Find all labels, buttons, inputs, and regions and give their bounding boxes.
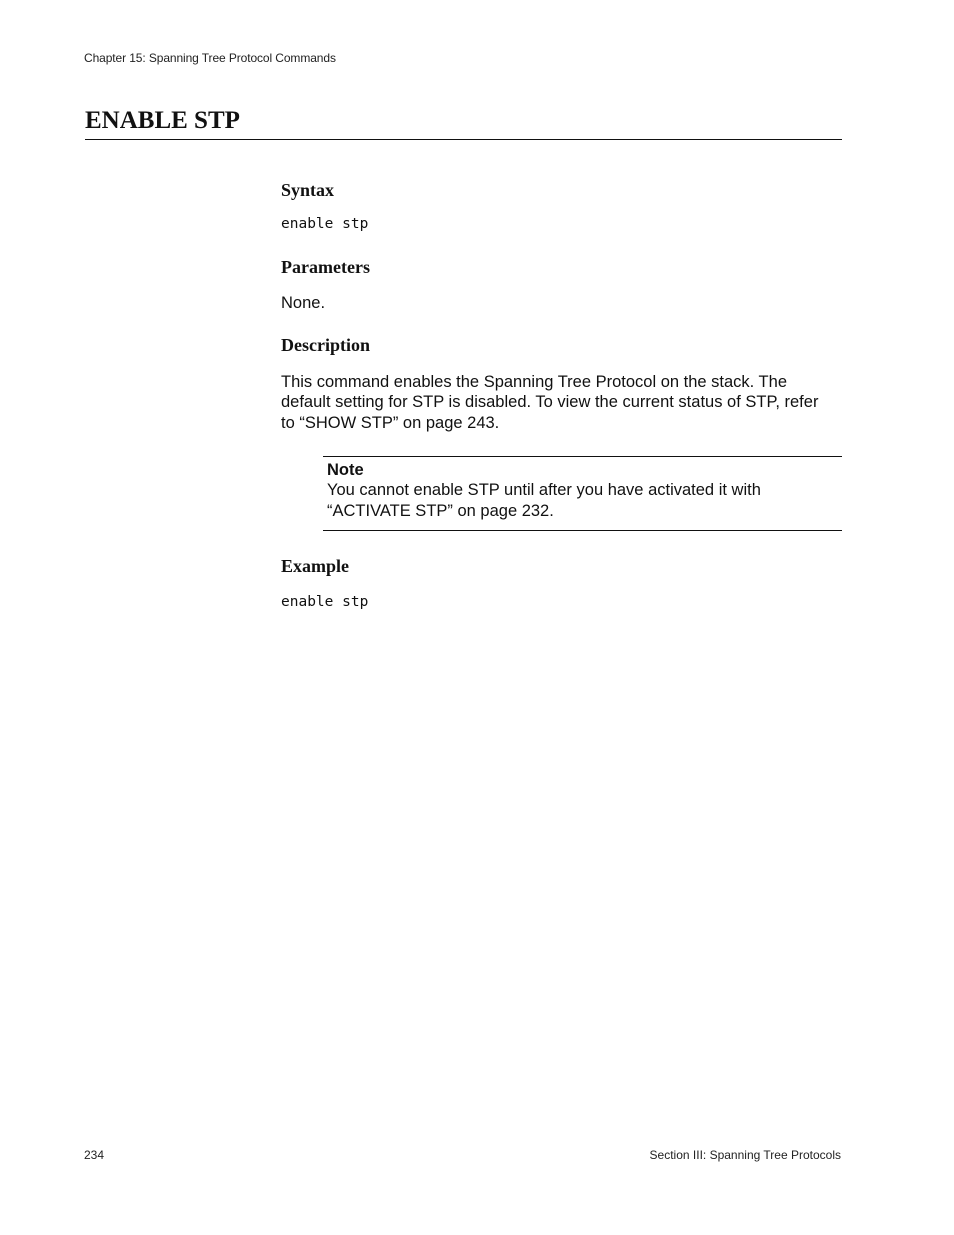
example-heading: Example (281, 556, 350, 576)
command-content (281, 179, 842, 611)
example-code: enable stp (281, 594, 369, 610)
page-number: 234 (84, 1148, 105, 1162)
footer-section-title: Section III: Spanning Tree Protocols (649, 1148, 841, 1162)
note-line: You cannot enable STP until after you have activated it with (327, 481, 761, 499)
parameters-heading: Parameters (281, 257, 370, 277)
note-label: Note (327, 461, 364, 479)
syntax-heading: Syntax (281, 180, 335, 200)
parameters-text: None. (281, 294, 326, 312)
description-text (281, 372, 842, 434)
page-title: ENABLE STP (85, 106, 842, 140)
description-heading: Description (281, 334, 370, 355)
note-box (323, 456, 842, 531)
running-header: Chapter 15: Spanning Tree Protocol Commands (84, 51, 336, 65)
description-line: to “SHOW STP” on page 243. (281, 413, 500, 432)
syntax-code: enable stp (281, 216, 369, 232)
description-line: default setting for STP is disabled. To view the current status of STP, refer (281, 393, 819, 411)
note-line: “ACTIVATE STP” on page 232. (327, 501, 554, 520)
description-line: This command enables the Spanning Tree Protocol on the stack. The (281, 372, 787, 391)
